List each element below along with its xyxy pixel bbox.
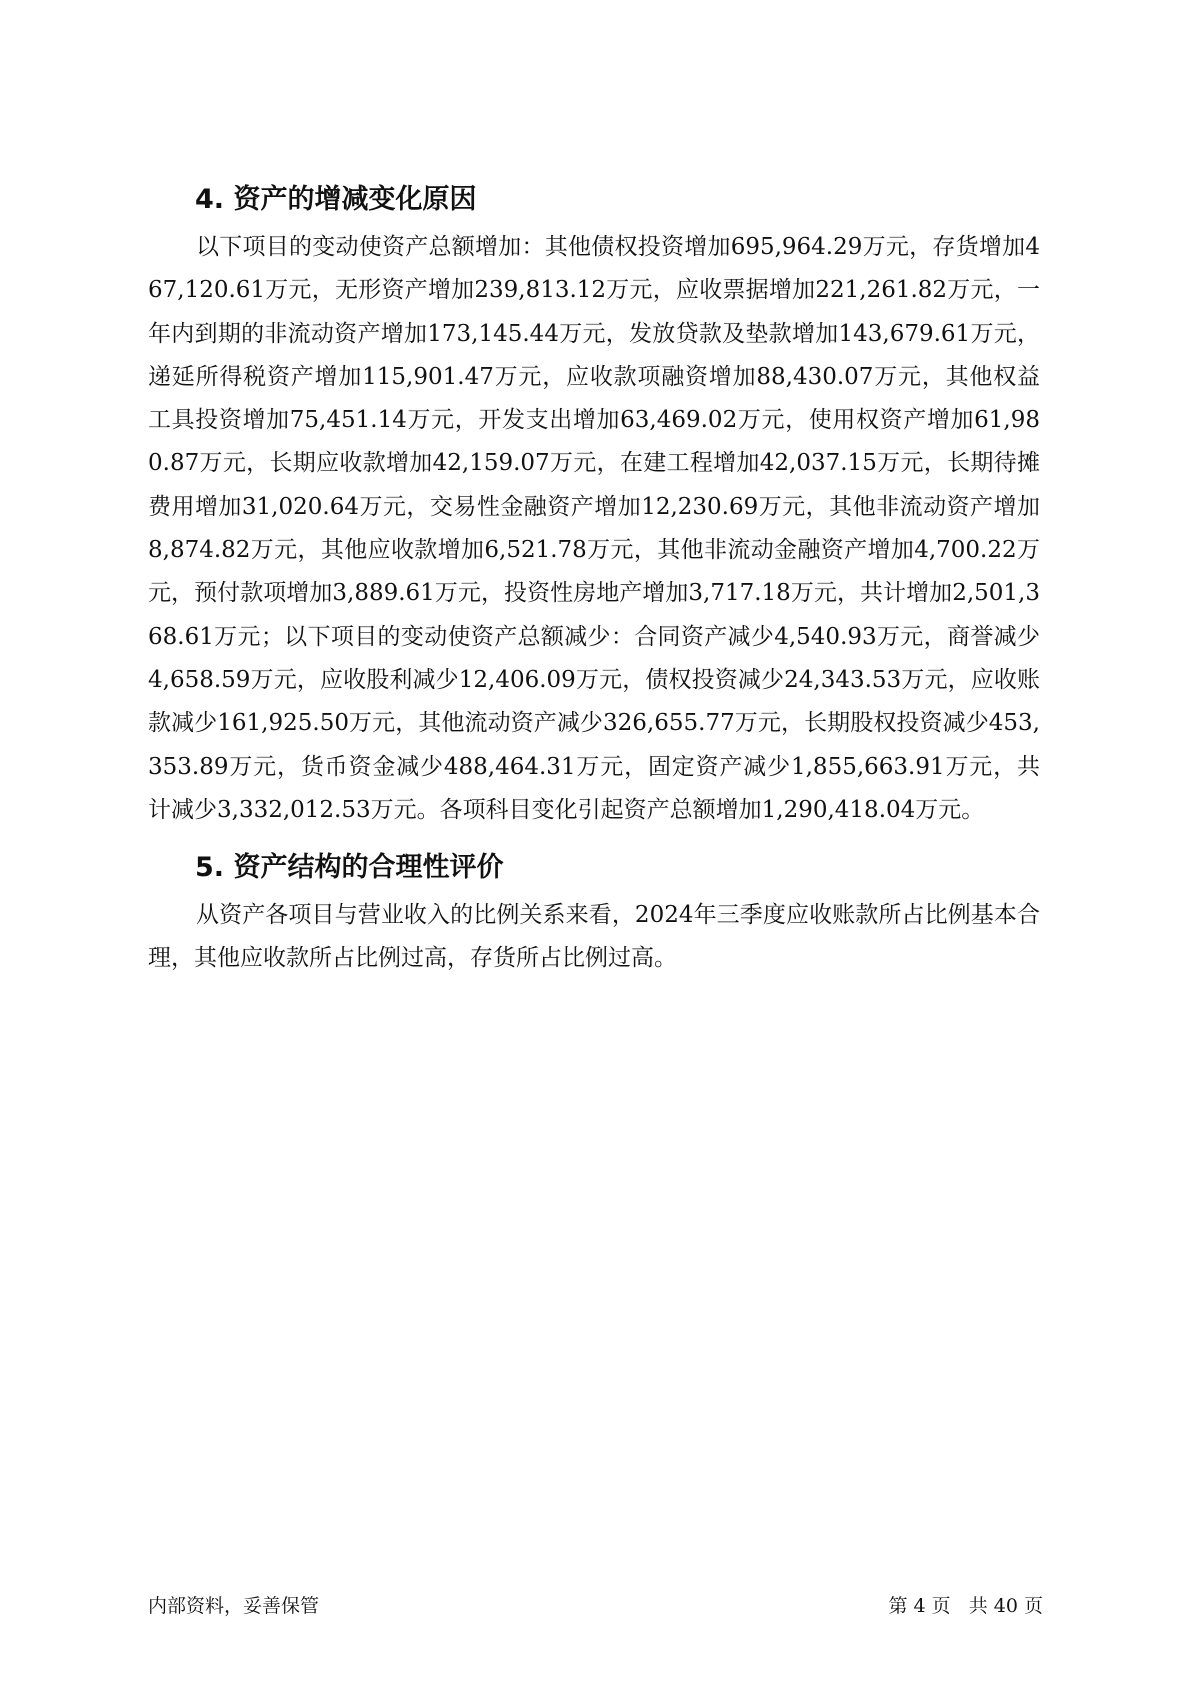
footer-page-number: 第 4 页 共 40 页 <box>888 1595 1043 1617</box>
asset-change-paragraph: 以下项目的变动使资产总额增加：其他债权投资增加695,964.29万元，存货增加467,120.61万元，无形资产增加239,813.12万元，应收票据增加221,261.82万元，一年内到期的非流动资产增加173,145.44万元，发放贷款及垫款增加143,679.61万元，递延所得税资产增加115,901.47万元，应收款项融资增加88,430.07万元，其他权益工具投资增加75,451.14万元，开发支出增加63,469.02万元，使用权资产增加61,980.87万元，长期应收款增加42,159.07万元，在建工程增加42,037.15万元，长期待摊费用增加31,020.64万元，交易性金融资产增加12,230.69万元，其他非流动资产增加8,874.82万元，其他应收款增加6,521.78万元，其他非流动金融资产增加4,700.22万元，预付款项增加3,889.61万元，投资性房地产增加3,717.18万元，共计增加2,501,368.61万元；以下项目的变动使资产总额减少：合同资产减少4,540.93万元，商誉减少4,658.59万元，应收股利减少12,406.09万元，债权投资减少24,343.53万元，应收账款减少161,925.50万元，其他流动资产减少326,655.77万元，长期股权投资减少453,353.89万元，货币资金减少488,464.31万元，固定资产减少1,855,663.91万元，共计减少3,332,012.53万元。各项科目变化引起资产总额增加1,290,418.04万元。 <box>148 234 1040 823</box>
section-spacer <box>148 832 1040 848</box>
section-heading-structure-evaluation: 5. 资产结构的合理性评价 <box>195 852 504 884</box>
structure-evaluation-paragraph: 从资产各项目与营业收入的比例关系来看，2024年三季度应收账款所占比例基本合理，其他应收款所占比例过高，存货所占比例过高。 <box>148 902 1040 972</box>
page-content <box>148 180 1040 981</box>
footer-confidential-note: 内部资料，妥善保管 <box>148 1595 320 1617</box>
section-heading-asset-change: 4. 资产的增减变化原因 <box>195 184 477 215</box>
